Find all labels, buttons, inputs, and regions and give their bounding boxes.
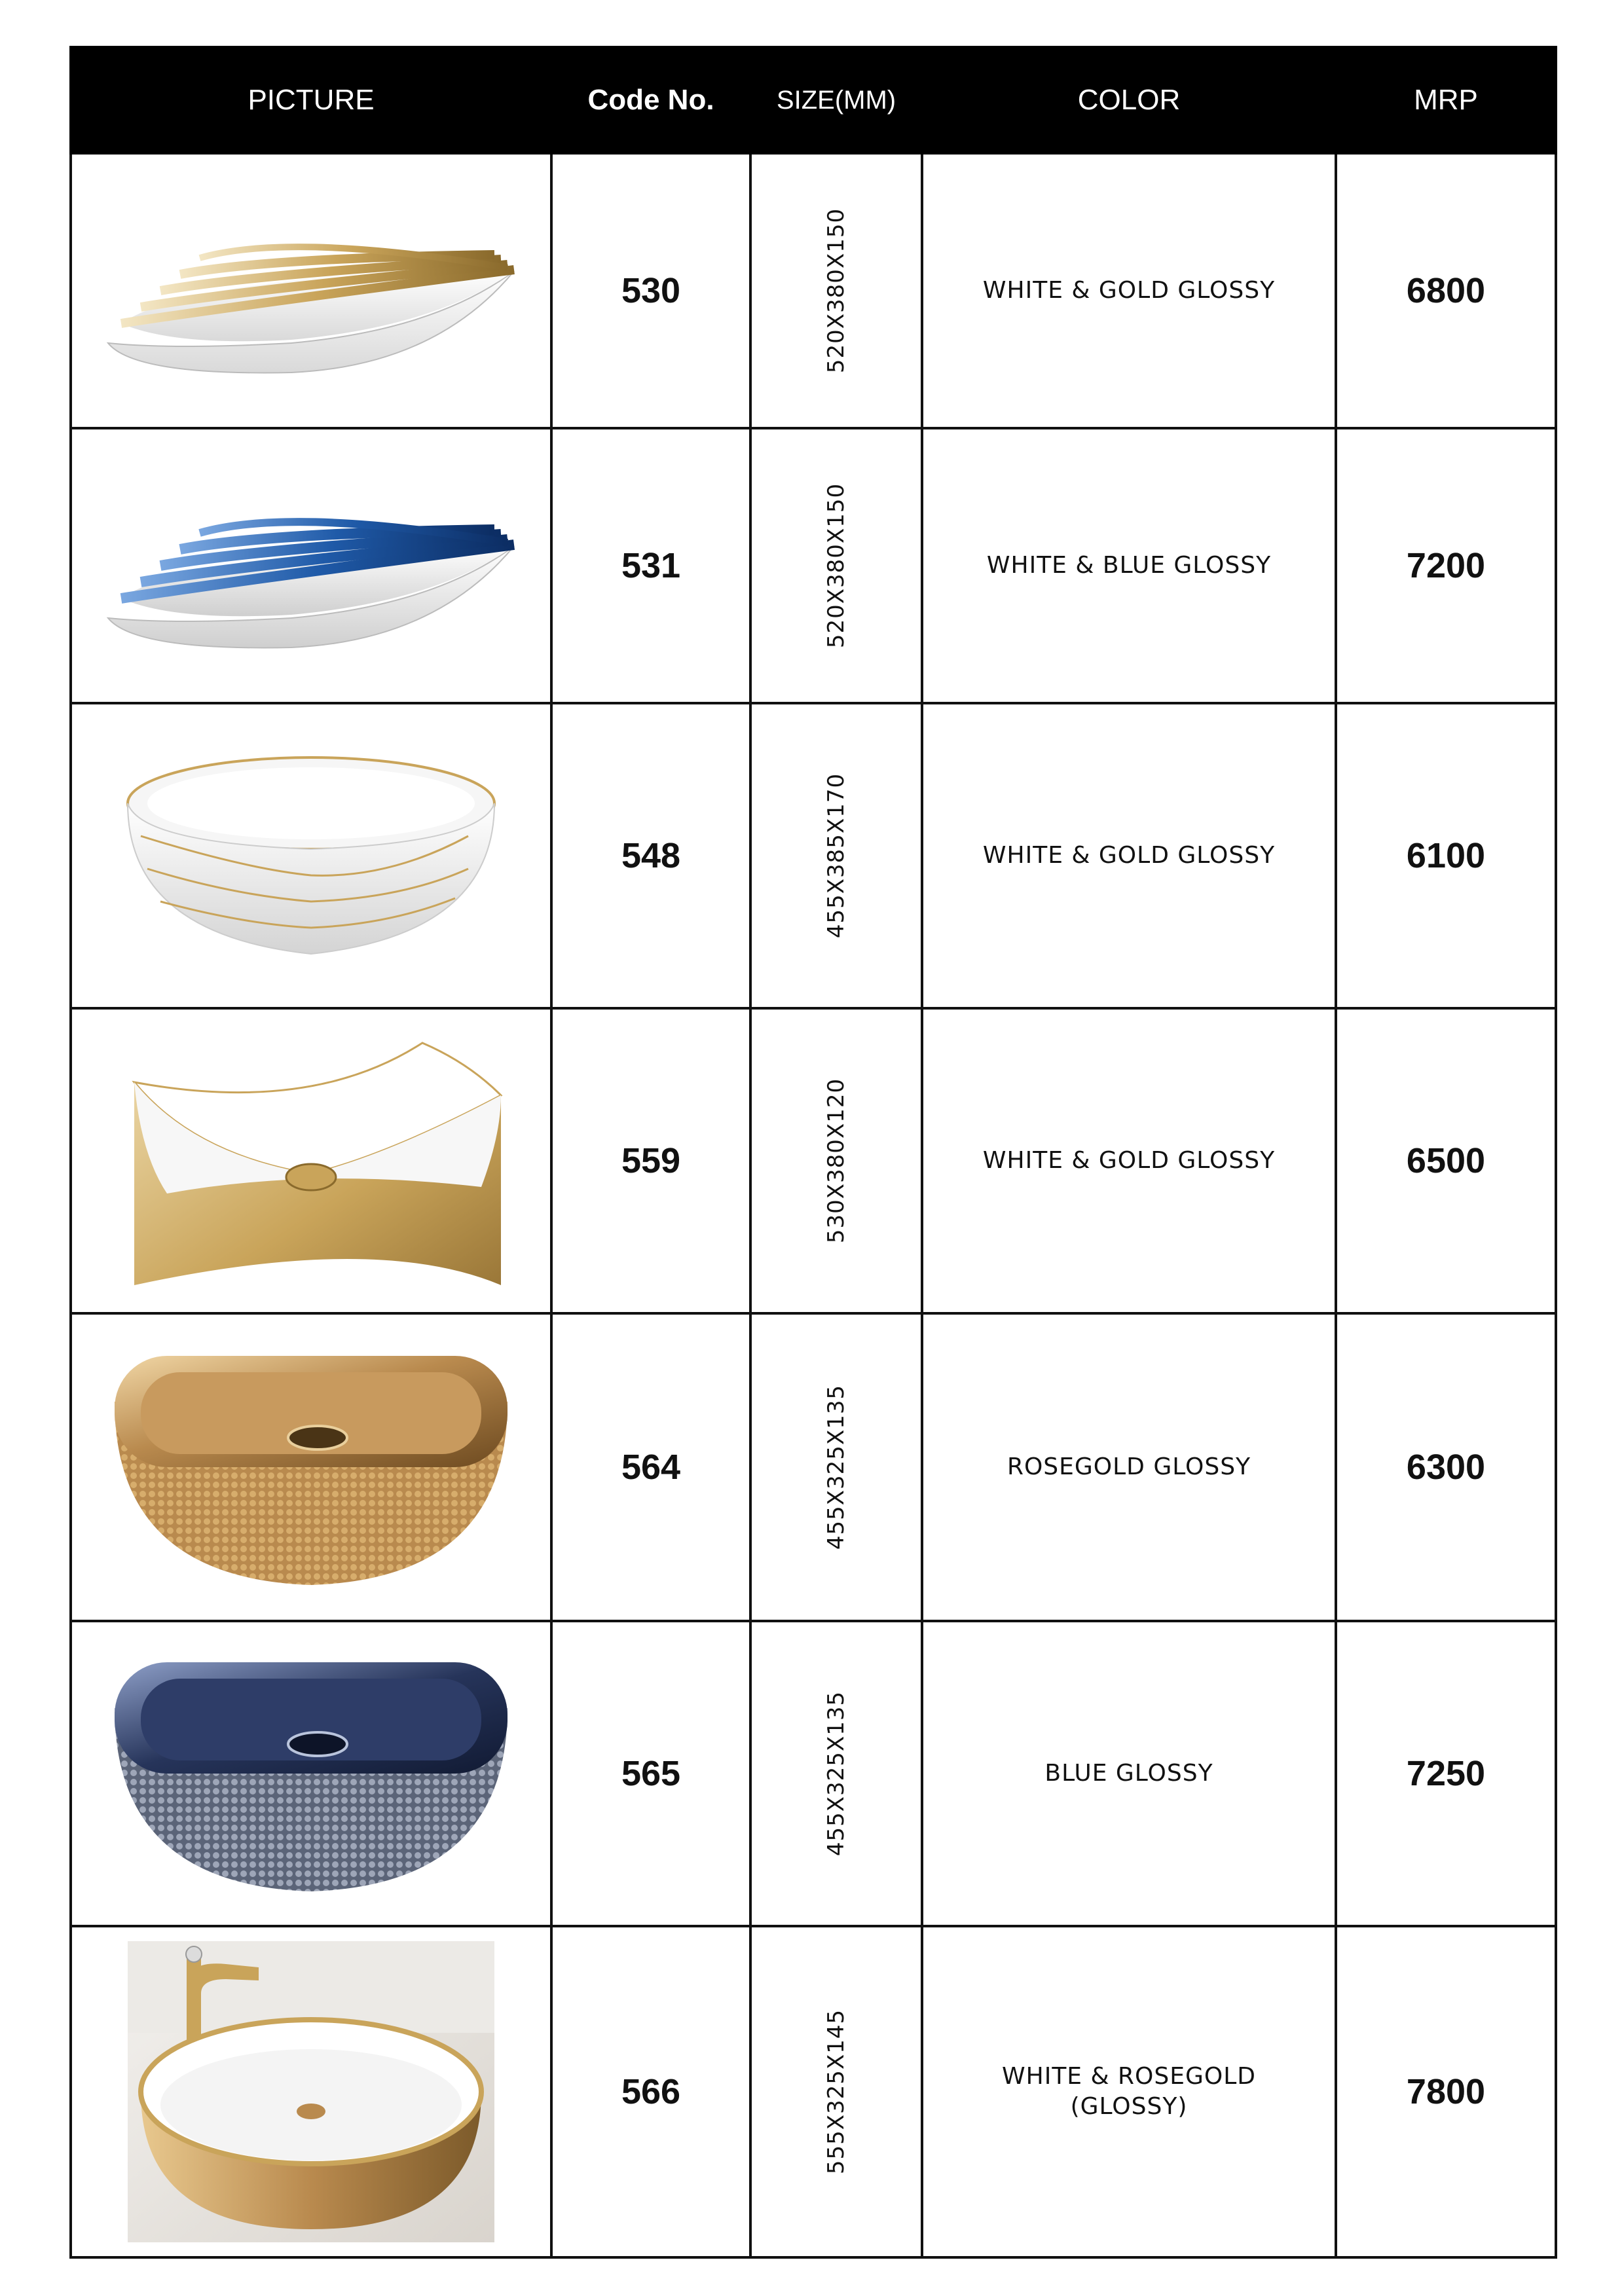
table-row	[71, 153, 1556, 428]
table-row	[71, 1621, 1556, 1926]
color-cell: WHITE & GOLD GLOSSY	[922, 1008, 1336, 1313]
table-header	[71, 47, 1556, 153]
code-cell: 548	[551, 703, 750, 1008]
code-cell: 566	[551, 1926, 750, 2257]
code-cell: 531	[551, 428, 750, 703]
header-mrp: MRP	[1336, 47, 1556, 153]
size-text: 455X325X135	[823, 1384, 849, 1550]
mrp-cell: 7250	[1336, 1621, 1556, 1926]
header-size: SIZE(MM)	[750, 47, 922, 153]
header-picture: PICTURE	[71, 47, 551, 153]
table-row	[71, 428, 1556, 703]
rosegold-textured-basin-icon	[101, 1343, 521, 1592]
mrp-cell: 7800	[1336, 1926, 1556, 2257]
color-cell: WHITE & GOLD GLOSSY	[922, 703, 1336, 1008]
white-gold-tiered-basin-icon	[95, 192, 527, 389]
white-blue-tiered-basin-icon	[95, 467, 527, 664]
size-cell	[750, 153, 922, 428]
color-cell: WHITE & BLUE GLOSSY	[922, 428, 1336, 703]
mrp-cell: 6100	[1336, 703, 1556, 1008]
size-cell	[750, 1313, 922, 1621]
size-cell	[750, 1008, 922, 1313]
code-cell: 564	[551, 1313, 750, 1621]
size-text: 520X380X150	[823, 208, 849, 374]
header-code: Code No.	[551, 47, 750, 153]
product-image-564	[71, 1313, 551, 1621]
color-cell: WHITE & GOLD GLOSSY	[922, 153, 1336, 428]
table-row	[71, 1313, 1556, 1621]
mrp-cell: 6500	[1336, 1008, 1556, 1313]
table-row	[71, 1008, 1556, 1313]
size-text: 555X325X145	[823, 2009, 849, 2175]
white-gold-curved-basin-icon	[115, 1023, 507, 1298]
mrp-cell: 6300	[1336, 1313, 1556, 1621]
product-image-530	[71, 153, 551, 428]
color-cell: BLUE GLOSSY	[922, 1621, 1336, 1926]
size-cell	[750, 703, 922, 1008]
mrp-cell: 7200	[1336, 428, 1556, 703]
size-text: 455X385X170	[823, 773, 849, 939]
size-cell	[750, 428, 922, 703]
mrp-cell: 6800	[1336, 153, 1556, 428]
blue-textured-basin-icon	[101, 1649, 521, 1898]
size-cell	[750, 1926, 922, 2257]
size-text: 455X325X135	[823, 1690, 849, 1857]
product-table	[69, 46, 1557, 2259]
product-image-548	[71, 703, 551, 1008]
white-rosegold-basin-with-tap-icon	[128, 1941, 494, 2242]
product-image-531	[71, 428, 551, 703]
size-text: 530X380X120	[823, 1078, 849, 1244]
product-image-559	[71, 1008, 551, 1313]
product-image-565	[71, 1621, 551, 1926]
product-image-566	[71, 1926, 551, 2257]
code-cell: 530	[551, 153, 750, 428]
table-row	[71, 703, 1556, 1008]
color-cell: WHITE & ROSEGOLD (GLOSSY)	[922, 1926, 1336, 2257]
size-cell	[750, 1621, 922, 1926]
code-cell: 559	[551, 1008, 750, 1313]
header-color: COLOR	[922, 47, 1336, 153]
color-cell: ROSEGOLD GLOSSY	[922, 1313, 1336, 1621]
code-cell: 565	[551, 1621, 750, 1926]
table-row	[71, 1926, 1556, 2257]
white-gold-petal-basin-icon	[115, 738, 507, 974]
size-text: 520X380X150	[823, 483, 849, 649]
